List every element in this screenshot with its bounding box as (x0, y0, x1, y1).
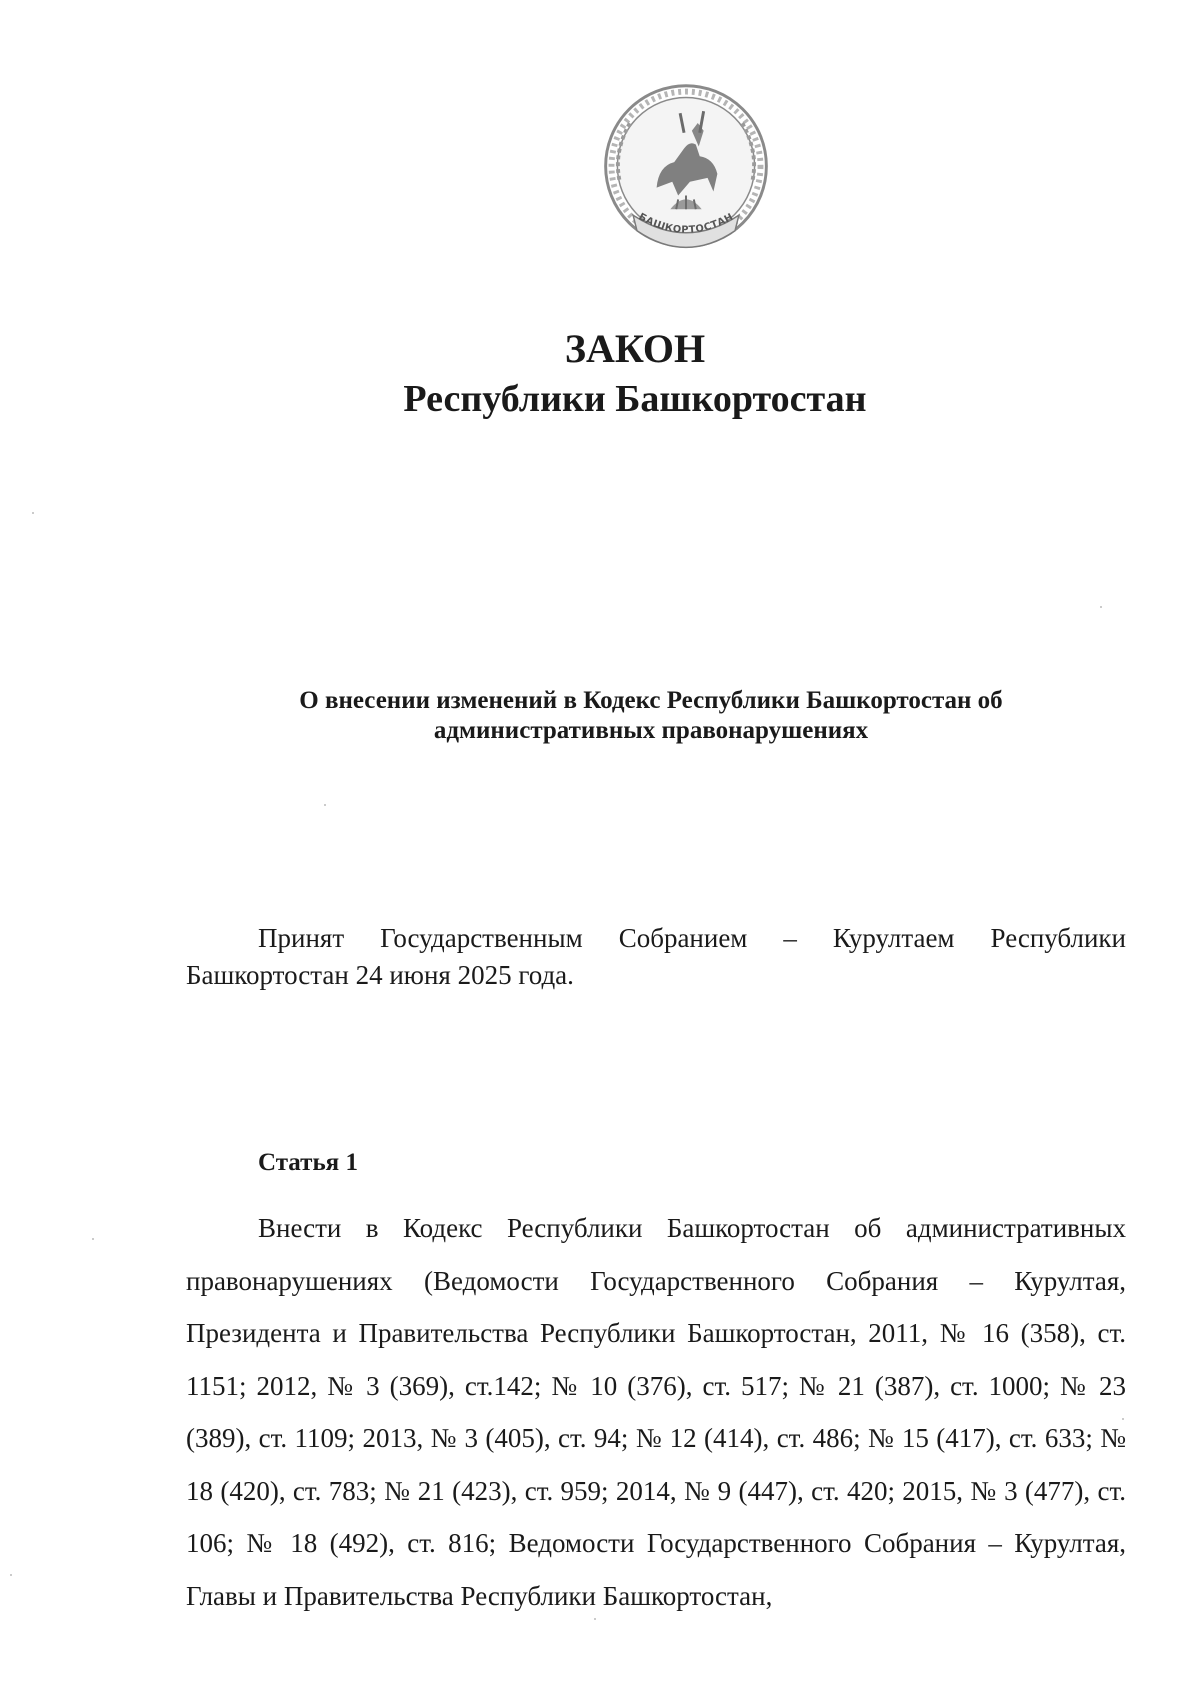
adoption-statement: Принят Государственным Собранием – Курултаем Республики Башкортостан 24 июня 2025 года. (186, 923, 1126, 990)
scan-speck (32, 512, 34, 514)
scan-speck (594, 1618, 596, 1620)
scan-speck (92, 1238, 94, 1240)
article-body-text: Внести в Кодекс Республики Башкортостан об административных правонарушениях (Ведомости Государственного Собрания – Курултая, Президента и Правительства Республики Башкортостан, 2011, № 16 (358), ст. 1151; 2012, № 3 (369), ст.142; № 10 (376), ст. 517; № 21 (387), ст. 1000; № 23 (389), ст. 1109; 2013, № 3 (405), ст. 94; № 12 (414), ст. 486; № 15 (417), ст. 633; № 18 (420), ст. 783; № 21 (423), ст. 959; 2014, № 9 (447), ст. 420; 2015, № 3 (477), ст. 106; № 18 (492), ст. 816; Ведомости Государственного Собрания – Курултая, Главы и Правительства Республики Башкортостан, (186, 1213, 1126, 1611)
law-title-line-1: О внесении изменений в Кодекс Республики Башкортостан об (299, 687, 1003, 714)
law-title (186, 686, 1116, 746)
scan-speck (324, 804, 326, 806)
scan-speck (10, 1574, 12, 1576)
law-title-line-2: административных правонарушениях (433, 717, 869, 744)
article-heading: Статья 1 (258, 1149, 358, 1176)
svg-text:БАШКОРТОСТАН: БАШКОРТОСТАН (636, 211, 736, 236)
scan-speck (1122, 1418, 1124, 1420)
document-type-heading: ЗАКОН (564, 326, 706, 371)
coat-of-arms-emblem (588, 72, 784, 268)
document-subject-heading: Республики Башкортостан (403, 378, 867, 420)
scan-speck (1100, 606, 1102, 608)
